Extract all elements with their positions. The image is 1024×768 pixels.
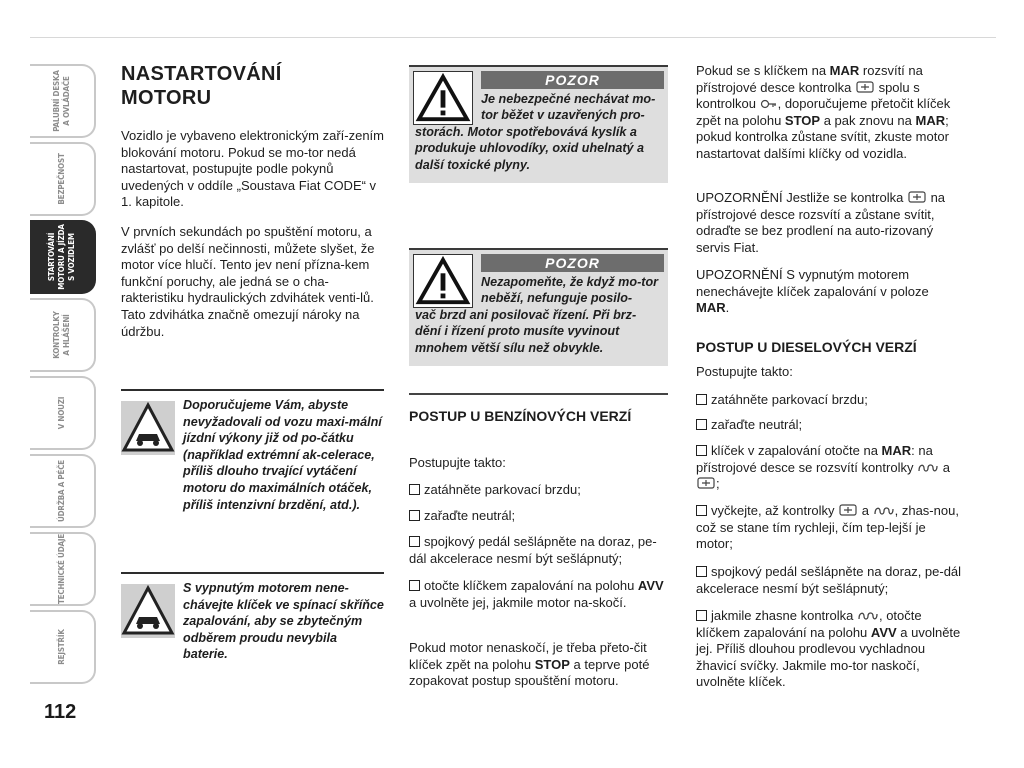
text-run: na přístrojové desce rozsvítí a zůstane svítit, odraďte se bez prodlení na auto-rizovaný servis Fiat.	[696, 190, 946, 255]
key-position: MAR	[696, 300, 726, 316]
warning-text	[415, 274, 662, 356]
text-run: rozsvítí na přístrojové desce kontrolka	[696, 63, 923, 95]
page-number: 112	[44, 701, 77, 723]
title-line: MOTORU	[121, 87, 212, 109]
list-item-text: zatáhněte parkovací brzdu;	[711, 392, 868, 407]
tab-warning-lights[interactable]	[30, 298, 96, 372]
text-run: Pokud motor nenaskočí, je třeba přeto-čit klíček zpět na polohu	[409, 640, 647, 672]
section-rule	[409, 393, 668, 395]
glow-plug-icon	[917, 462, 939, 474]
checkbox-bullet-icon	[409, 484, 420, 495]
list-item	[409, 578, 672, 611]
key-warning-icon	[760, 98, 778, 110]
list-item	[409, 482, 672, 499]
key-position: MAR	[915, 112, 946, 128]
list-item	[696, 608, 962, 691]
tab-label: ÚDRŽBA A PÉČE	[57, 459, 66, 523]
title-line: NASTARTOVÁNÍ	[121, 63, 282, 85]
diesel-intro: Postupujte takto:	[696, 364, 793, 379]
immobilizer-warning-icon	[838, 503, 858, 517]
key-position: STOP	[534, 656, 570, 672]
text-run: , zhas-nou, což se stane tím rychleji, čím tep-lejší je motor;	[696, 503, 959, 552]
text-run: ;	[716, 476, 720, 492]
text-run: UPOZORNĚNÍ Jestliže se kontrolka	[696, 190, 907, 205]
immobilizer-warning-icon	[907, 190, 927, 204]
page-title	[121, 62, 282, 110]
text-run: a	[939, 459, 950, 475]
key-position: AVV	[870, 624, 897, 640]
list-item-text: zatáhněte parkovací brzdu;	[424, 482, 581, 497]
petrol-after-paragraph	[409, 640, 672, 690]
key-position: MAR	[881, 443, 912, 458]
list-item-text: a uvolněte jej, jakmile motor na-skočí.	[409, 594, 627, 610]
list-item-text: otočte klíčkem zapalování na polohu	[424, 578, 638, 593]
checkbox-bullet-icon	[409, 580, 420, 591]
note-driving-text	[121, 397, 384, 513]
text-run: Pokud se s klíčkem na	[696, 63, 830, 78]
list-item-text: spojkový pedál sešlápněte na doraz, pe-dál akcelerace nesmí být sešlápnutý;	[409, 534, 657, 566]
note-driving-body: Doporučujeme Vám, abyste nevyžadovali od vozu maxi-mální jízdní výkony již od po-čátku (například extrémní ak-celerace, příliš dlouho trvající vytáčení motoru do maximálních otáček, příliš intenzivní brzdění, atd.).	[183, 398, 382, 512]
list-item	[696, 443, 962, 493]
tab-starting-driving[interactable]	[30, 220, 96, 294]
checkbox-bullet-icon	[696, 419, 707, 430]
checkbox-bullet-icon	[696, 566, 707, 577]
tab-technical-data[interactable]	[30, 532, 96, 606]
tab-emergency[interactable]	[30, 376, 96, 450]
immobilizer-warning-icon	[855, 80, 875, 94]
list-item	[409, 534, 672, 567]
text-run: : na přístrojové desce se rozsvítí kontrolky	[696, 443, 933, 475]
notice-paragraph-1	[696, 190, 960, 256]
tab-label: KONTROLKY A HLÁŠENÍ	[52, 311, 71, 359]
glow-plug-icon	[857, 610, 879, 622]
warning-text	[415, 91, 662, 173]
list-item-text: zařaďte neutrál;	[711, 417, 803, 432]
list-item	[409, 508, 672, 525]
text-run: klíček v zapalování otočte na	[711, 443, 882, 458]
text-run: vyčkejte, až kontrolky	[711, 503, 839, 518]
top-rule	[30, 37, 996, 38]
list-item	[696, 392, 962, 409]
warning-box-exhaust	[409, 65, 668, 183]
warning-text-indented: Nezapomeňte, že když mo-tor neběží, nefunguje posilo-	[481, 275, 659, 306]
warning-box-brakes	[409, 248, 668, 366]
text-run: , otočte klíčkem zapalování na polohu	[696, 608, 922, 640]
warning-text-indented: Je nebezpečné nechávat mo-tor běžet v uzavřených pro-	[481, 92, 656, 123]
tab-label: STARTOVÁNÍ MOTORU A JÍZDA S VOZIDLEM	[47, 224, 76, 290]
immobilizer-paragraph	[696, 63, 960, 163]
text-run: .	[725, 300, 730, 316]
glow-plug-icon	[873, 505, 895, 517]
warning-text-full: vač brzd ani posilovač řízení. Při brz-dění i řízení proto musíte vyvinout mnohem větší sílu než obvykle.	[415, 307, 637, 355]
immobilizer-warning-icon	[696, 476, 716, 490]
list-item	[696, 564, 962, 597]
note-battery-body: S vypnutým motorem nene-chávejte klíček ve spínací skříňce zapalování, aby se zbytečným odběrem proudu nevybila baterie.	[183, 581, 384, 662]
checkbox-bullet-icon	[696, 505, 707, 516]
checkbox-bullet-icon	[696, 394, 707, 405]
tab-label: REJSTŘÍK	[57, 629, 66, 665]
checkbox-bullet-icon	[409, 510, 420, 521]
key-position: MAR	[829, 63, 860, 78]
tab-label: V NOUZI	[57, 396, 66, 430]
noise-paragraph: V prvních sekundách po spuštění motoru, a zvlášť po delší nečinnosti, můžete slyšet, že motor více hlučí. Tento jev není přízna-kem funkční poruchy, ale jedná se o cha-rakteristiku hydraulických zdvihátek venti-lů. Tato zdvihátka značně omezují nároky na údržbu.	[121, 224, 375, 339]
key-position: STOP	[784, 112, 821, 128]
checkbox-bullet-icon	[696, 610, 707, 621]
list-item-text: spojkový pedál sešlápněte na doraz, pe-dál akcelerace nesmí být sešlápnutý;	[696, 564, 962, 596]
text-run: a pak znovu na	[820, 112, 916, 128]
tab-label: PALUBNÍ DESKA A OVLÁDAČE	[52, 70, 71, 132]
text-run: ; pokud kontrolka zůstane svítit, zkuste motor nastartovat dalšími klíčky od vozidla.	[696, 112, 949, 161]
petrol-intro: Postupujte takto:	[409, 455, 506, 470]
text-run: a	[858, 503, 873, 518]
warning-heading: POZOR	[481, 71, 664, 89]
petrol-heading: POSTUP U BENZÍNOVÝCH VERZÍ	[409, 408, 632, 424]
text-run: spolu s kontrolkou	[696, 79, 920, 112]
tab-label: BEZPEČNOST	[57, 153, 66, 205]
text-run: UPOZORNĚNÍ S vypnutým motorem nenechávejte klíček zapalování v poloze	[696, 267, 929, 299]
note-battery-text	[121, 580, 384, 663]
checkbox-bullet-icon	[409, 536, 420, 547]
warning-heading: POZOR	[481, 254, 664, 272]
intro-paragraph: Vozidlo je vybaveno elektronickým zaří-zením blokování motoru. Pokud se mo-tor nedá nastartovat, postupujte podle pokynů uvedených v oddíle „Soustava Fiat CODE“ v 1. kapitole.	[121, 128, 385, 210]
tab-dashboard[interactable]	[30, 64, 96, 138]
text-run: a teprve poté zopakovat postup spouštění motoru.	[409, 656, 650, 689]
note-driving	[121, 389, 384, 531]
tab-maintenance[interactable]	[30, 454, 96, 528]
list-item	[696, 503, 962, 553]
list-item	[696, 417, 962, 434]
notice-paragraph-2	[696, 267, 960, 317]
tab-safety[interactable]	[30, 142, 96, 216]
list-item-text: zařaďte neutrál;	[424, 508, 516, 523]
text-run: jakmile zhasne kontrolka	[711, 608, 857, 623]
note-battery	[121, 572, 384, 674]
text-run: , doporučujeme přetočit klíček zpět na polohu	[696, 96, 951, 128]
warning-text-full: storách. Motor spotřebovává kyslík a produkuje uhlovodíky, oxid uhelnatý a další toxické plyny.	[415, 124, 645, 172]
checkbox-bullet-icon	[696, 445, 707, 456]
text-run: a uvolněte jej. Příliš dlouhou prodlevou vychladnou žhavicí svíčky. Jakmile mo-tor naskočí, uvolněte klíček.	[696, 624, 961, 690]
tab-index[interactable]	[30, 610, 96, 684]
tab-label: TECHNICKÉ ÚDAJE	[57, 533, 66, 605]
key-position: AVV	[637, 578, 664, 593]
diesel-heading: POSTUP U DIESELOVÝCH VERZÍ	[696, 339, 917, 355]
